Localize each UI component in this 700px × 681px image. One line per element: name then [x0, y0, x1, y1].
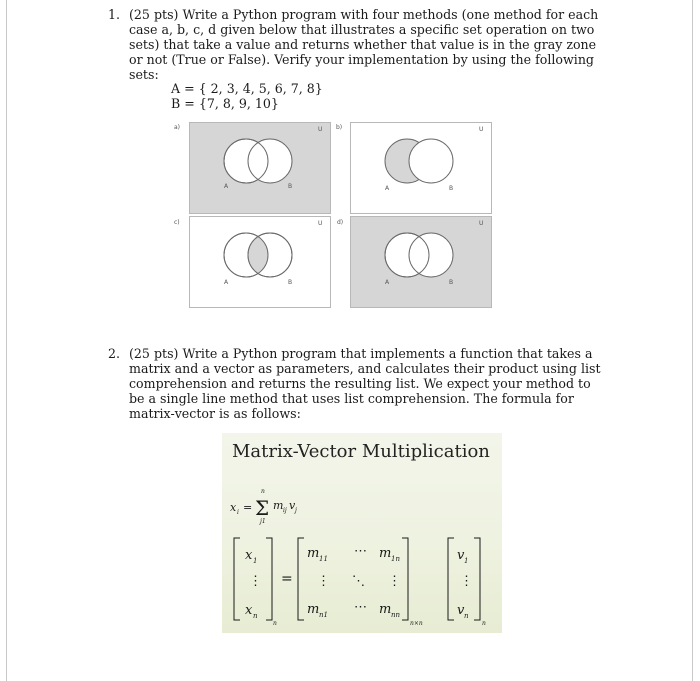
universe-label: U — [479, 220, 484, 227]
venn-b-label: b) — [336, 124, 343, 131]
hdots-top: ⋯ — [354, 544, 367, 559]
formula-m-sub: ij — [283, 507, 287, 514]
m11-sub: 11 — [319, 555, 328, 563]
set-a-label: A — [224, 279, 229, 286]
v-vec-top-sub: 1 — [464, 557, 469, 565]
set-b-label: B — [288, 279, 293, 286]
set-b-label: B — [288, 183, 293, 190]
venn-c-label: c) — [174, 219, 180, 226]
venn-diagram-c — [189, 216, 331, 308]
universe-label: U — [318, 126, 323, 133]
formula-v: v — [289, 499, 296, 512]
x-vec-bot: x — [245, 603, 253, 618]
formula-v-sub: j — [295, 507, 297, 514]
question-2-line: matrix-vector is as follows: — [129, 406, 301, 421]
figure-title: Matrix-Vector Multiplication — [232, 441, 490, 462]
sum-lower: j1 — [260, 518, 266, 525]
x-vec-top: x — [245, 548, 253, 563]
question-1-text — [129, 7, 598, 82]
vdots-left: ⋮ — [317, 574, 330, 589]
v-vector — [457, 548, 486, 627]
universe-label: U — [318, 220, 323, 227]
question-1-line: sets: — [129, 67, 159, 82]
venn-diagram-a — [189, 122, 331, 214]
set-b: B = {7, 8, 9, 10} — [171, 96, 279, 111]
hdots-bottom: ⋯ — [354, 600, 367, 615]
matrix-vector-figure — [222, 433, 502, 633]
x-vec-dim: n — [273, 620, 277, 627]
venn-d-label: d) — [337, 219, 344, 226]
x-vec-bot-sub: n — [253, 612, 258, 620]
m11: m — [307, 546, 320, 561]
mnn: m — [379, 602, 392, 617]
question-2-line: (25 pts) Write a Python program that implements a function that takes a — [129, 346, 593, 361]
venn-c-svg — [190, 217, 330, 307]
page-edge-right — [692, 0, 693, 681]
question-1-number: 1. — [108, 7, 121, 22]
x-vec-top-sub: 1 — [253, 557, 258, 565]
venn-diagram-b — [350, 122, 492, 214]
mnn-sub: nn — [391, 611, 401, 619]
question-1-line: (25 pts) Write a Python program with four methods (one method for each — [129, 7, 599, 22]
summation-formula — [230, 488, 297, 525]
question-2-number: 2. — [108, 346, 121, 361]
matrix-dim: n×n — [410, 620, 423, 627]
question-1-line: or not (True or False). Verify your implementation by using the following — [129, 52, 594, 67]
mn1: m — [307, 602, 320, 617]
venn-a-label: a) — [174, 124, 181, 131]
sum-upper: n — [261, 488, 265, 495]
m1n: m — [379, 546, 392, 561]
set-a-label: A — [224, 183, 229, 190]
venn-diagram-d — [350, 216, 492, 308]
question-2-line: comprehension and returns the resulting list. We expect your method to — [129, 376, 591, 391]
formula-m: m — [273, 499, 284, 512]
set-b-label: B — [449, 185, 454, 192]
set-a: A = { 2, 3, 4, 5, 6, 7, 8} — [171, 81, 323, 96]
v-vec-dim: n — [482, 620, 486, 627]
formula-eq: = — [243, 501, 253, 514]
venn-b-svg — [351, 123, 491, 213]
x-vec-mid: ⋮ — [249, 574, 262, 589]
mn1-sub: n1 — [319, 611, 328, 619]
vdots-right: ⋮ — [388, 574, 401, 589]
venn-d-svg — [351, 217, 491, 307]
formula-x: x — [230, 501, 237, 514]
v-vec-mid: ⋮ — [460, 574, 473, 589]
question-2-line: matrix and a vector as parameters, and calculates their product using list — [129, 361, 601, 376]
v-vec-top: v — [457, 548, 465, 563]
v-vec-bot: v — [457, 603, 465, 618]
matrix-m — [307, 544, 423, 627]
venn-a-svg — [190, 123, 330, 213]
ddots: ⋱ — [352, 574, 365, 589]
question-2-line: be a single line method that uses list comprehension. The formula for — [129, 391, 574, 406]
sigma-symbol: Σ — [255, 496, 270, 520]
question-2-text — [129, 346, 601, 421]
set-a-label: A — [385, 185, 390, 192]
formula-x-sub: i — [237, 509, 239, 516]
equals-sign: = — [281, 571, 293, 587]
formula-svg — [222, 433, 502, 633]
set-b-label: B — [449, 279, 454, 286]
question-1-line: sets) that take a value and returns whether that value is in the gray zone — [129, 37, 597, 52]
page-edge-left — [6, 0, 7, 681]
universe-label: U — [479, 126, 484, 133]
set-a-label: A — [385, 279, 390, 286]
m1n-sub: 1n — [391, 555, 400, 563]
question-1-line: case a, b, c, d given below that illustrates a specific set operation on two — [129, 22, 595, 37]
v-vec-bot-sub: n — [464, 612, 469, 620]
